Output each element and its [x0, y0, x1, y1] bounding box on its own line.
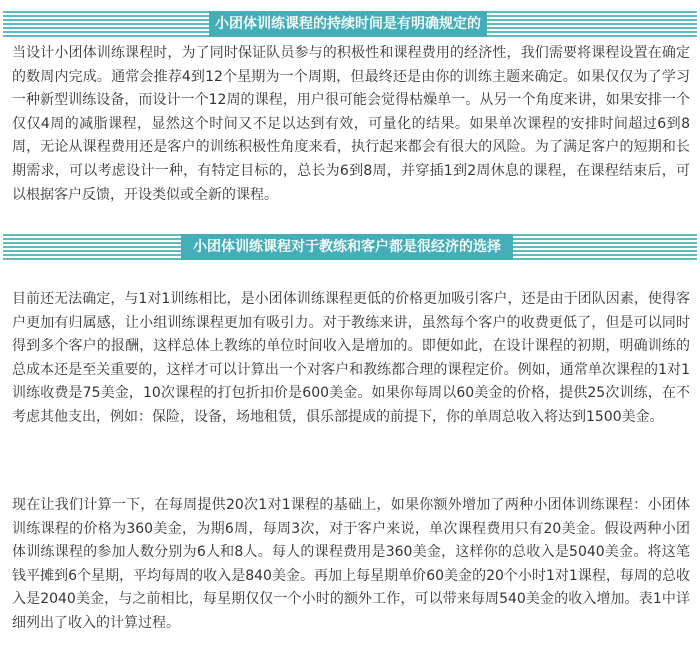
section-1-banner	[3, 11, 697, 37]
section-2-paragraph-1: 目前还无法确定，与1对1训练相比，是小团体训练课程更低的价格更加吸引客户，还是由于团队因素，使得客户更加有归属感，让小组训练课程更加有吸引力。对于教练来讲，虽然每个客户的收费更低了，但是可以同时得到多个客户的报酬，这样总体上教练的单位时间收入是增加的。即便如此，在设计课程的初期，明确训练的总成本还是至关重要的，这样才可以计算出一个对客户和教练都合理的课程定价。例如，通常单次课程的1对1训练收费是75美金，10次课程的打包折扣价是600美金。如果你每周以60美金的价格，提供25次训练，在不考虑其他支出，例如：保险，设备，场地租赁，俱乐部提成的前提下，你的单周总收入将达到1500美金。	[12, 291, 690, 425]
section-2-heading: 小团体训练课程对于教练和客户都是很经济的选择	[181, 234, 513, 260]
section-1-paragraph-1: 当设计小团体训练课程时，为了同时保证队员参与的积极性和课程费用的经济性，我们需要将课程设置在确定的数周内完成。通常会推荐4到12个星期为一个周期，但最终还是由你的训练主题来确定。如果仅仅为了学习一种新型训练设备，而设计一个12周的课程，用户很可能会觉得枯燥单一。从另一个角度来讲，如果安排一个仅仅4周的减脂课程，显然这个时间又不足以达到有效，可量化的结果。如果单次课程的安排时间超过6到8周，无论从课程费用还是客户的训练积极性角度来看，执行起来都会有很大的风险。为了满足客户的短期和长期需求，可以考虑设计一种，有特定目标的，总长为6到8周，并穿插1到2周休息的课程，在课程结束后，可以根据客户反馈，开设类似或全新的课程。	[12, 45, 690, 203]
section-1-heading: 小团体训练课程的持续时间是有明确规定的	[209, 11, 487, 37]
section-2-banner	[3, 234, 697, 260]
section-2-paragraph-2: 现在让我们计算一下，在每周提供20次1对1课程的基础上，如果你额外增加了两种小团体训练课程：小团体训练课程的价格为360美金，为期6周，每周3次，对于客户来说，单次课程费用只有20美金。假设两种小团体训练课程的参加人数分别为6人和8人。每人的课程费用是360美金，这样你的总收入是5040美金。将这笔钱平摊到6个星期，平均每周的收入是840美金。再加上每星期单价60美金的20个小时1对1课程，每周的总收入是2040美金，与之前相比，每星期仅仅一个小时的额外工作，可以带来每周540美金的收入增加。表1中详细列出了收入的计算过程。	[12, 497, 690, 631]
